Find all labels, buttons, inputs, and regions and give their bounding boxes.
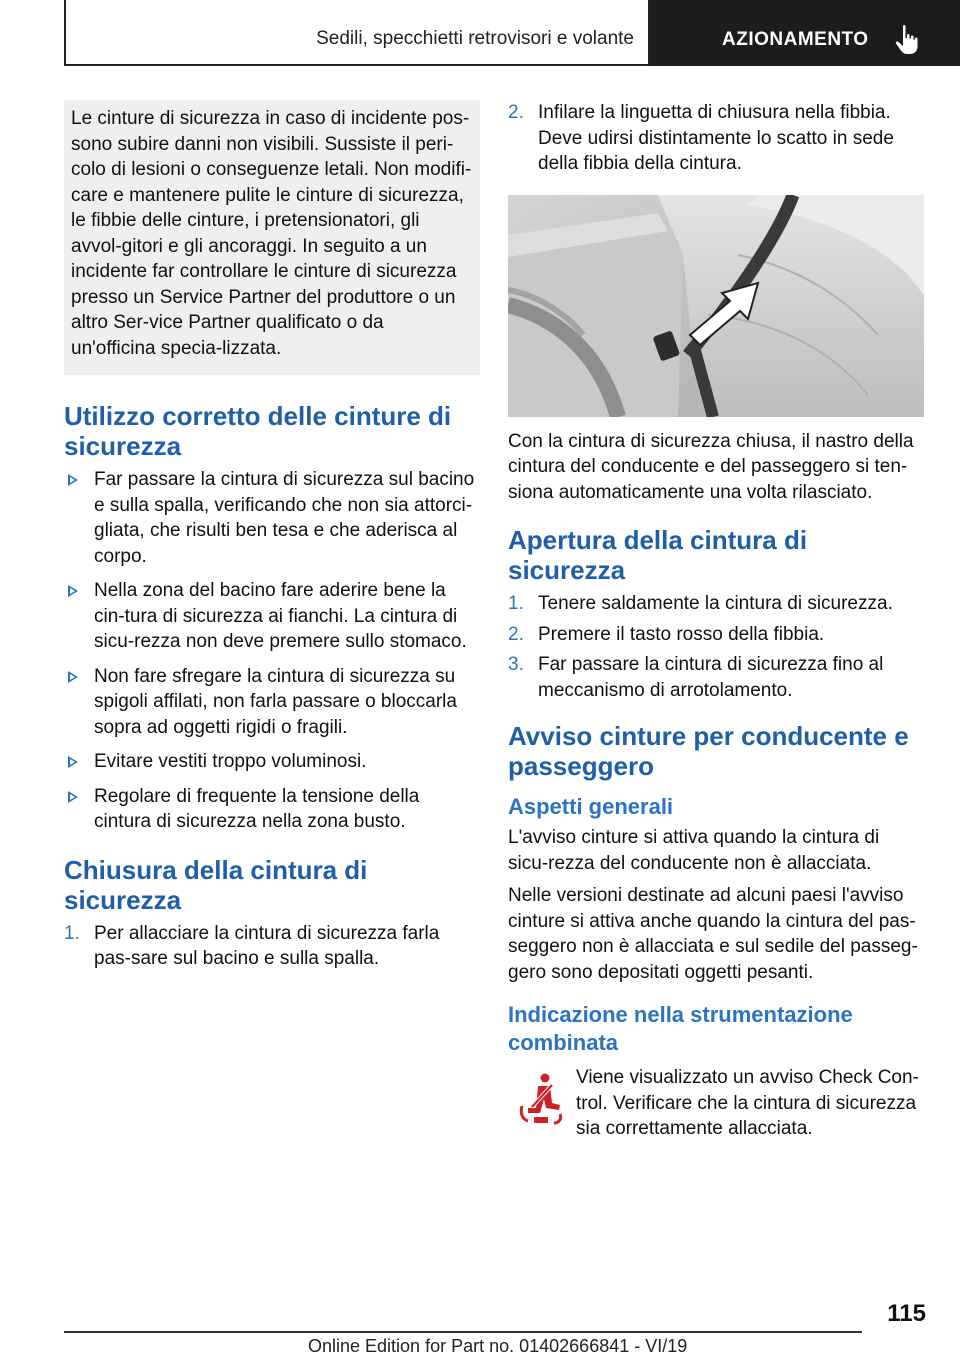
- seatbelt-warning-icon: [518, 1073, 564, 1125]
- triangle-bullet-icon: [68, 671, 78, 683]
- pointing-hand-icon: [894, 24, 920, 56]
- heading-unfasten-belt: Apertura della cintura di sicurezza: [508, 525, 808, 585]
- seatbelt-buckle-photo: [508, 195, 924, 417]
- header-chapter-tab: [650, 0, 960, 66]
- triangle-bullet-icon: [68, 474, 78, 486]
- heading-belt-reminder: Avviso cinture per conducente e passeggero: [508, 721, 909, 781]
- heading-correct-use: Utilizzo corretto delle cinture di sicurezza: [64, 401, 452, 461]
- step-item: 1. Per allacciare la cintura di sicurezza farla pas-sare sul bacino e sulla spalla.: [64, 922, 440, 969]
- right-column: [508, 100, 924, 1149]
- check-control-text: Viene visualizzato un avviso Check Con-trol. Verificare che la cintura di sicurezza sia correttamente allacciata.: [576, 1067, 919, 1139]
- left-column: [64, 100, 480, 988]
- list-item: Regolare di frequente la tensione della cintura di sicurezza nella zona busto.: [64, 784, 480, 835]
- list-item: Nella zona del bacino fare aderire bene la cin-tura di sicurezza ai fianchi. La cintura di sicu-rezza non deve premere sullo stomaco.: [64, 578, 480, 655]
- fasten-steps-list: [64, 921, 480, 972]
- list-item: Evitare vestiti troppo voluminosi.: [64, 749, 480, 775]
- footer-divider: [64, 1331, 862, 1333]
- triangle-bullet-icon: [68, 791, 78, 803]
- correct-use-list: [64, 467, 480, 835]
- step-item: 2. Premere il tasto rosso della fibbia.: [508, 623, 825, 645]
- subheading-instrument-display: Indicazione nella strumentazione combinata: [508, 1002, 853, 1055]
- heading-fasten-belt: Chiusura della cintura di sicurezza: [64, 854, 368, 915]
- fasten-steps-list-continued: [508, 100, 924, 177]
- step-item: 1. Tenere saldamente la cintura di sicurezza.: [508, 593, 893, 614]
- header-section-tab: [64, 0, 650, 66]
- step-item: 3. Far passare la cintura di sicurezza fino al meccanismo di arrotolamento.: [508, 654, 884, 701]
- warning-text: Le cinture di sicurezza in caso di incidente pos-sono subire danni non visibili. Sussiste il peri-colo di lesioni o conseguenze letali. Non modifi-care e mantenere pulite le cinture di sicurezza, le fibbie delle cinture, i pretensionatori, gli avvol-gitori e gli ancoraggi. In seguito a un incidente far controllare le cinture di sicurezza presso un Service Partner del produttore o un altro Ser-vice Partner qualificato o da un'officina specia-lizzata.: [71, 108, 472, 359]
- triangle-bullet-icon: [68, 585, 78, 597]
- unfasten-steps-list: [508, 591, 924, 703]
- section-title: Sedili, specchietti retrovisori e volante: [316, 28, 634, 49]
- general-paragraph-2: Nelle versioni destinate ad alcuni paesi l'avviso cinture si attiva anche quando la cintura del pas-seggero non è allacciata e sul sedile del passeg-gero sono depositati oggetti pesanti.: [508, 885, 918, 983]
- footer-edition: Online Edition for Part no. 01402666841 - VI/19: [308, 1336, 688, 1356]
- triangle-bullet-icon: [68, 756, 78, 768]
- warning-box: [64, 100, 480, 375]
- list-item: Non fare sfregare la cintura di sicurezza su spigoli affilati, non farla passare o bloccarla sopra ad oggetti rigidi o fragili.: [64, 664, 480, 741]
- step-item: 2. Infilare la linguetta di chiusura nella fibbia. Deve udirsi distintamente lo scatto in sede della fibbia della cintura.: [508, 102, 894, 174]
- check-control-note: [508, 1065, 924, 1142]
- page-number: 115: [887, 1300, 926, 1327]
- list-item: Far passare la cintura di sicurezza sul bacino e sulla spalla, verificando che non sia attorci-gliata, che risulti ben tesa e che aderisca al corpo.: [64, 467, 480, 569]
- after-photo-text: Con la cintura di sicurezza chiusa, il nastro della cintura del conducente e del passeggero si ten-siona automaticamente una volta rilasciato.: [508, 430, 914, 503]
- chapter-title: AZIONAMENTO: [722, 29, 869, 50]
- general-paragraph-1: L'avviso cinture si attiva quando la cintura di sicu-rezza del conducente non è allacciata.: [508, 827, 880, 874]
- subheading-general: Aspetti generali: [508, 794, 674, 819]
